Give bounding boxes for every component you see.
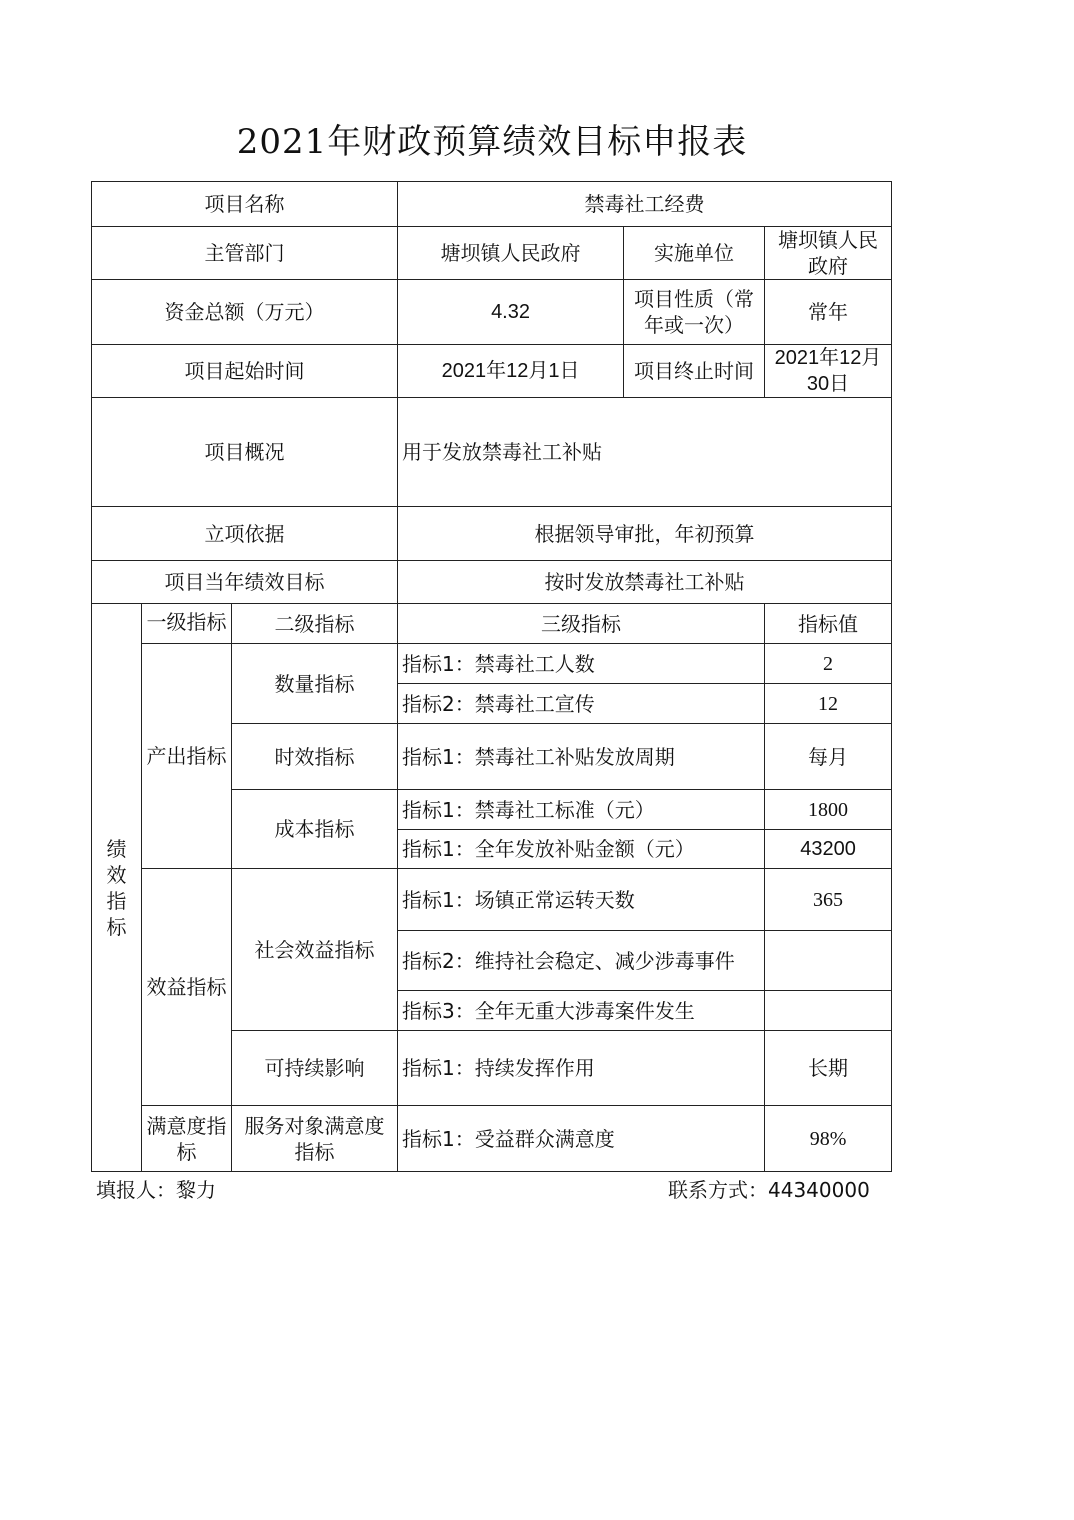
contact-info: 联系方式：44340000: [668, 1178, 870, 1202]
filler-name: 填报人：黎力: [96, 1178, 216, 1202]
table-row: [92, 869, 892, 931]
dept-label: 主管部门: [92, 227, 398, 280]
performance-target-form: [91, 181, 892, 1172]
indicator-value: 43200: [765, 830, 892, 869]
row-project-name: [92, 182, 892, 227]
perf-char: 标: [106, 914, 127, 939]
indicator-value: 长期: [765, 1031, 892, 1106]
output-indicator-label: 产出指标: [142, 644, 232, 869]
cost-indicator-label: 成本指标: [232, 790, 398, 869]
row-dept: [92, 227, 892, 280]
indicator-value: 365: [765, 869, 892, 931]
basis-value: 根据领导审批，年初预算: [398, 507, 892, 561]
sustainable-impact-label: 可持续影响: [232, 1031, 398, 1106]
indicator-value: 1800: [765, 790, 892, 830]
indicator-value: [765, 931, 892, 991]
service-satisfaction-indicator-label: 服务对象满意度指标: [232, 1106, 398, 1172]
goal-label: 项目当年绩效目标: [92, 561, 398, 604]
row-goal: [92, 561, 892, 604]
unit-value: 塘坝镇人民政府: [765, 227, 892, 280]
row-basis: [92, 507, 892, 561]
row-dates: [92, 345, 892, 398]
page-title: 2021年财政预算绩效目标申报表: [236, 122, 748, 162]
unit-label: 实施单位: [624, 227, 765, 280]
header-value: 指标值: [765, 604, 892, 644]
fund-value: 4.32: [398, 280, 624, 345]
indicator-name: 指标1：禁毒社工标准（元）: [398, 790, 765, 830]
end-value: 2021年12月30日: [765, 345, 892, 398]
table-row: [92, 1106, 892, 1172]
fund-label: 资金总额（万元）: [92, 280, 398, 345]
nature-label: 项目性质（常年或一次）: [624, 280, 765, 345]
header-level2: 二级指标: [232, 604, 398, 644]
indicator-value: [765, 991, 892, 1031]
overview-label: 项目概况: [92, 398, 398, 507]
indicator-name: 指标1：禁毒社工人数: [398, 644, 765, 684]
satisfaction-indicator-label: 满意度指标: [142, 1106, 232, 1172]
start-value: 2021年12月1日: [398, 345, 624, 398]
indicator-name: 指标3：全年无重大涉毒案件发生: [398, 991, 765, 1031]
indicator-name: 指标2：禁毒社工宣传: [398, 684, 765, 724]
header-level3: 三级指标: [398, 604, 765, 644]
row-overview: [92, 398, 892, 507]
indicator-header-row: [92, 604, 892, 644]
perf-char: 指: [106, 888, 127, 913]
indicator-name: 指标1：全年发放补贴金额（元）: [398, 830, 765, 869]
table-row: [92, 644, 892, 684]
indicator-name: 指标1：受益群众满意度: [398, 1106, 765, 1172]
indicator-value: 每月: [765, 724, 892, 790]
project-name-label: 项目名称: [92, 182, 398, 227]
indicator-value: 98%: [765, 1106, 892, 1172]
basis-label: 立项依据: [92, 507, 398, 561]
indicator-name: 指标1：持续发挥作用: [398, 1031, 765, 1106]
header-level1: 一级指标: [142, 604, 232, 644]
perf-char: 绩: [106, 836, 127, 861]
goal-value: 按时发放禁毒社工补贴: [398, 561, 892, 604]
indicator-name: 指标2：维持社会稳定、减少涉毒事件: [398, 931, 765, 991]
social-benefit-indicator-label: 社会效益指标: [232, 869, 398, 1031]
row-fund: [92, 280, 892, 345]
start-label: 项目起始时间: [92, 345, 398, 398]
nature-value: 常年: [765, 280, 892, 345]
overview-value: 用于发放禁毒社工补贴: [398, 398, 892, 507]
benefit-indicator-label: 效益指标: [142, 869, 232, 1106]
project-name-value: 禁毒社工经费: [398, 182, 892, 227]
dept-value: 塘坝镇人民政府: [398, 227, 624, 280]
end-label: 项目终止时间: [624, 345, 765, 398]
perf-char: 效: [106, 862, 127, 887]
performance-indicators-label: [92, 604, 142, 1172]
indicator-name: 指标1：禁毒社工补贴发放周期: [398, 724, 765, 790]
indicator-value: 2: [765, 644, 892, 684]
indicator-name: 指标1：场镇正常运转天数: [398, 869, 765, 931]
timeliness-indicator-label: 时效指标: [232, 724, 398, 790]
indicator-value: 12: [765, 684, 892, 724]
quantity-indicator-label: 数量指标: [232, 644, 398, 724]
